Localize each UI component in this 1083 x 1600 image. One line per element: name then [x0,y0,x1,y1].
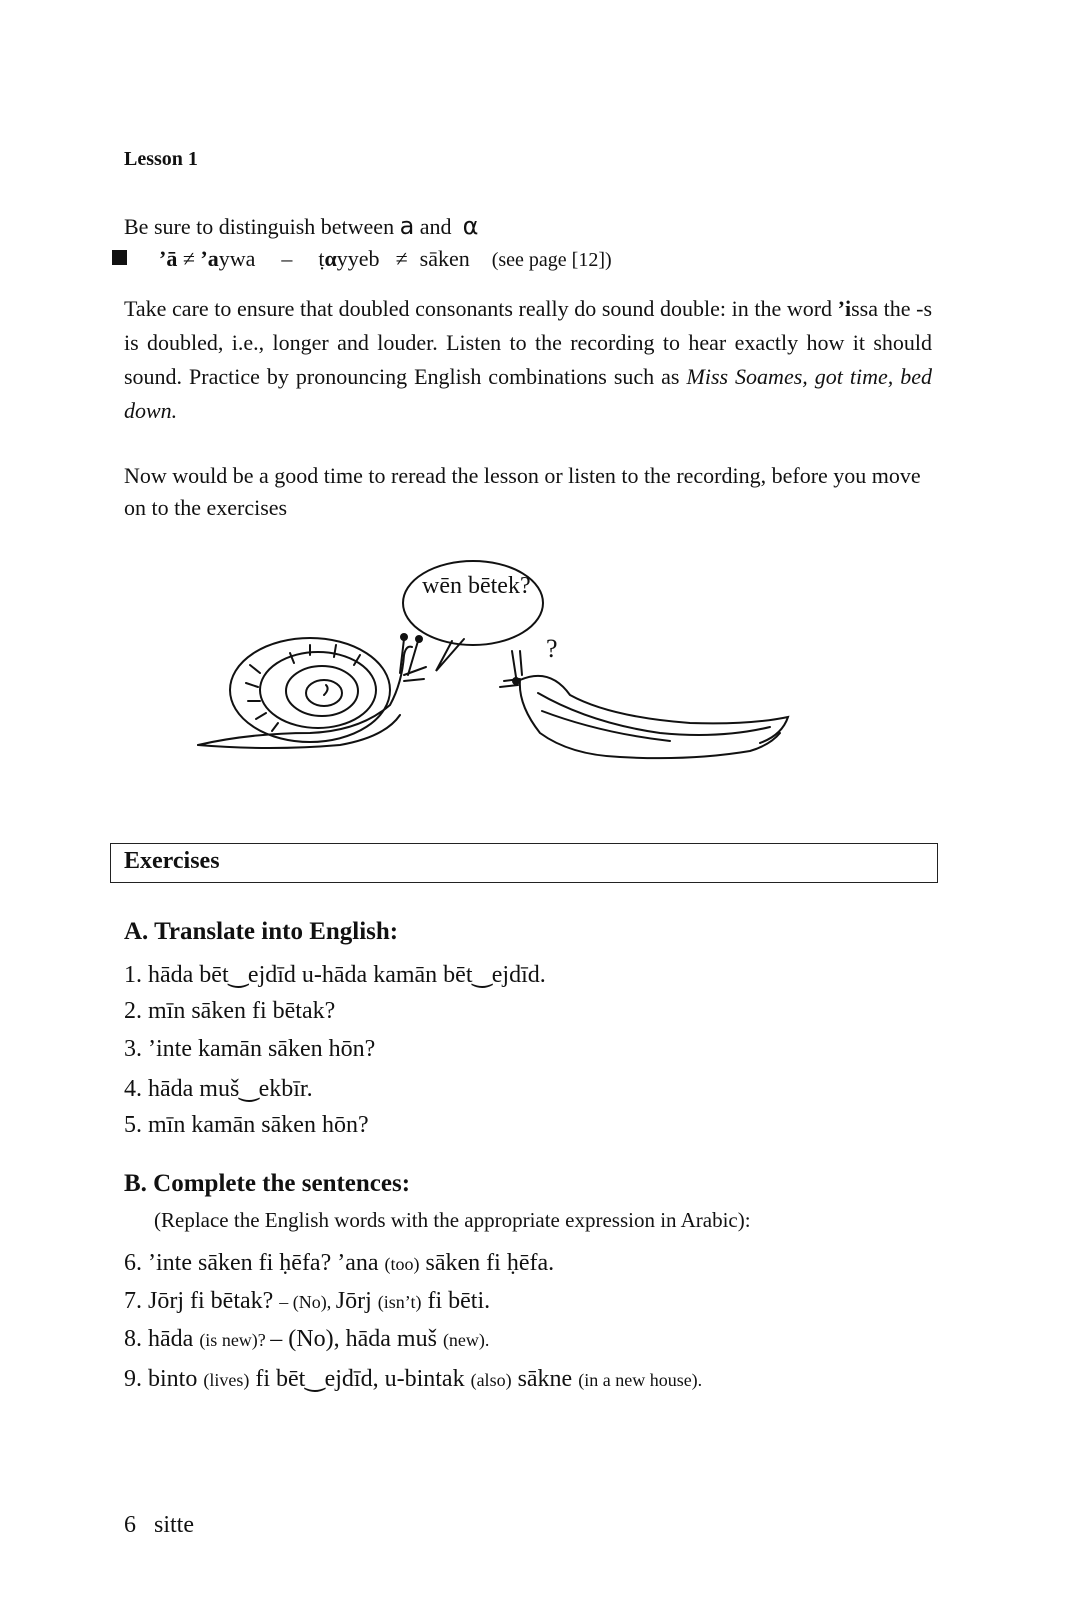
exercise-item [124,1364,702,1393]
item-number: 7. [124,1288,148,1314]
section-b-title: B. Complete the sentences: [124,1170,411,1197]
exercise-item: 1. hāda bēt‿ejdīd u-hāda kamān bēt‿ejdīd. [124,962,546,988]
neq-sign-2: ≠ [395,246,408,271]
item-hint: (too) [384,1254,420,1274]
cartoon-drawing [190,555,830,795]
speech-text: wēn bētek? [422,573,531,599]
lesson-label: Lesson 1 [124,148,198,170]
item-number: 9. [124,1366,148,1392]
page-footer [124,1512,194,1539]
doubled-consonants-paragraph [124,292,932,428]
exercise-item: 2. mīn sāken fi bētak? [124,998,336,1024]
item-text: fi bēti. [421,1288,491,1314]
speech-bubble-tail [436,639,464,671]
exercise-item: 4. hāda muš‿ekbīr. [124,1076,313,1102]
item-text: binto [148,1366,204,1392]
example-word-4: sāken [419,246,470,271]
example-word-3-bold: α [324,246,337,271]
distinguish-and: and [414,214,458,239]
exercise-item [124,1250,554,1277]
item-number: 6. [124,1250,148,1276]
example-word-3-pre: ṭ [318,246,325,271]
exercise-item: 3. ’inte kamān sāken hōn? [124,1036,376,1062]
item-hint: (lives) [203,1370,250,1390]
item-hint: – (No), [279,1292,336,1312]
item-text: fi bēt‿ejdīd, u-bintak [249,1366,471,1392]
page-number: 6 [124,1512,136,1538]
doubled-text-2: the -s is doubled, i.e., longer and louder. Listen to the recording to hear exactly how it should sound. Practice by pronouncing English combinations such as [124,296,933,389]
page-reference: (see page [12]) [491,249,612,271]
item-hint: (is new)? [199,1330,271,1350]
doubled-text-1: Take care to ensure that doubled consonants really do sound double: in the word [124,296,838,321]
item-hint: (new). [442,1330,490,1350]
example-word-1: ’ā [159,246,178,271]
item-hint: (in a new house). [578,1370,703,1390]
letter-a: a [399,212,415,240]
example-dash: – [281,246,293,271]
exercise-item: 5. mīn kamān sāken hōn? [124,1112,369,1138]
page-word: sitte [154,1512,194,1538]
question-mark: ? [546,634,558,663]
example-word-2-bold: ’a [200,246,219,271]
item-text: sāken fi ḥēfa. [419,1250,555,1276]
item-text: – (No), hāda muš [270,1326,443,1352]
distinguish-line [124,212,478,240]
item-hint: (also) [470,1370,512,1390]
section-a-title: A. Translate into English: [124,918,399,945]
distinguish-text: Be sure to distinguish between [124,214,400,239]
exercise-item [124,1326,489,1353]
item-text: ’inte sāken fi ḥēfa? ’ana [148,1250,385,1276]
neq-sign: ≠ [177,246,201,271]
issa-rest: ssa [851,296,879,321]
exercises-box [110,843,938,883]
item-text: Jōrj fi bētak? [148,1288,280,1314]
item-hint: (isn’t) [377,1292,422,1312]
example-line [112,246,612,272]
english-combinations: Miss Soames, got time, bed down. [124,364,933,423]
issa-bold: ’i [837,296,852,321]
snail-slug-illustration [190,555,830,795]
example-word-3: yyeb [336,246,380,271]
exercise-item [124,1288,490,1315]
item-text: sākne [511,1366,579,1392]
item-text: hāda [148,1326,200,1352]
square-bullet-icon [112,250,127,265]
item-text: Jōrj [335,1288,378,1314]
exercises-heading: Exercises [124,848,220,874]
item-number: 8. [124,1326,148,1352]
letter-alpha: α [462,212,479,240]
reread-paragraph: Now would be a good time to reread the lesson or listen to the recording, before you move on to the exercises [124,463,921,520]
section-b-instruction: (Replace the English words with the appropriate expression in Arabic): [154,1208,751,1232]
example-word-2: ywa [218,246,256,271]
